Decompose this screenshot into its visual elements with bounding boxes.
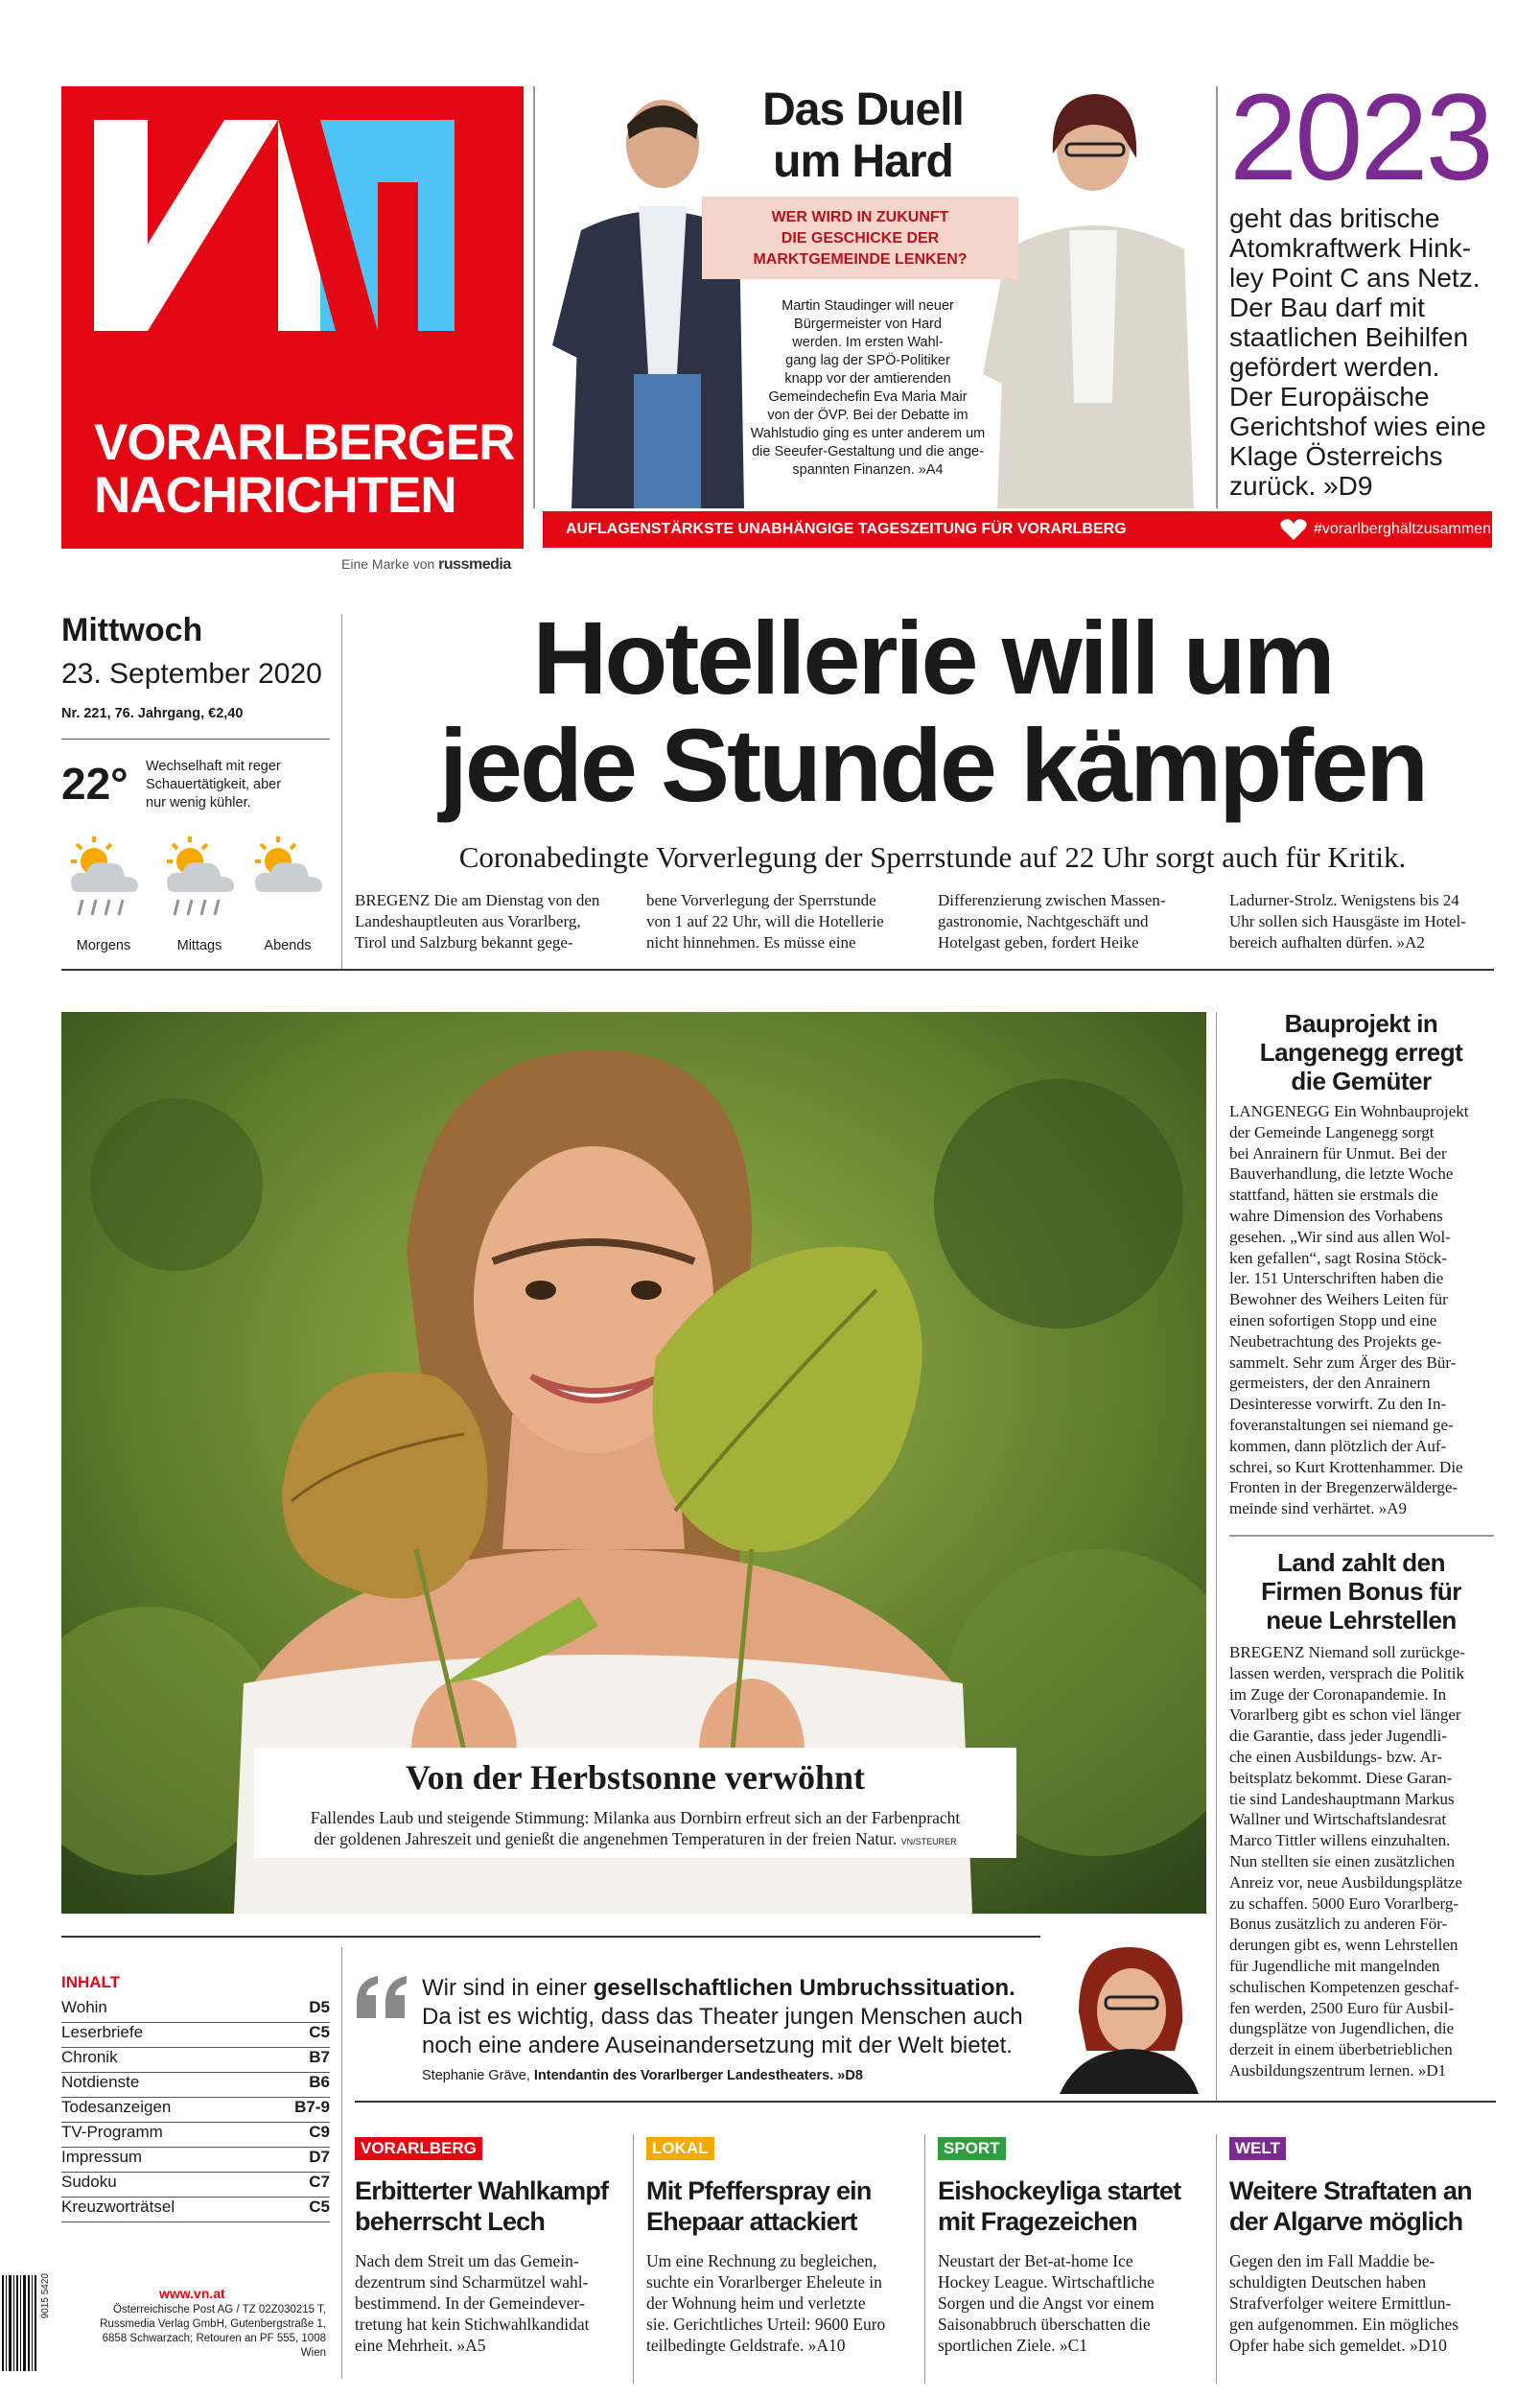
imprint-line: Österreichische Post AG / TZ 02Z030215 T, <box>112 2304 326 2316</box>
teaser-2023-text[interactable] <box>1229 203 1507 501</box>
inhalt-item-page: D5 <box>309 1998 330 2016</box>
quote-line <box>422 1974 1055 2003</box>
article-text-line: foveranstaltungen sei niemand ge- <box>1229 1415 1454 1434</box>
lead-line: Ladurner-Strolz. Wenigstens bis 24 <box>1229 891 1459 909</box>
bottom-article-text <box>1229 2250 1503 2356</box>
divider <box>533 86 535 508</box>
article-text-line: bei Anrainern für Unmut. Bei der <box>1229 1143 1447 1163</box>
article-text-line: derungen gibt es, wenn Lehrstellen <box>1229 1936 1458 1955</box>
article-text-line: zu schaffen. 5000 Euro Vorarlberg- <box>1229 1893 1459 1913</box>
lead-line: Differenzierung zwischen Massen- <box>938 891 1166 909</box>
teaser-text-line: staatlichen Beihilfen <box>1229 322 1469 352</box>
divider <box>1216 2134 1217 2384</box>
photo-caption-title: Von der Herbstsonne verwöhnt <box>405 1758 866 1797</box>
photo-caption <box>264 1807 1007 1852</box>
inhalt-item[interactable] <box>61 2173 330 2198</box>
photo-stephanie-graeve <box>1040 1936 1203 2094</box>
duel-text[interactable] <box>738 297 997 480</box>
duel-title <box>729 84 997 188</box>
inhalt-item-page: B6 <box>309 2073 330 2091</box>
section-tag-vorarlberg: VORARLBERG <box>355 2137 482 2160</box>
quote-line: noch eine andere Auseinandersetzung mit der Welt bietet. <box>422 2033 1013 2058</box>
article-text-line: Ausbildungszentrum lernen. »D1 <box>1229 2060 1447 2080</box>
issue-info: Nr. 221, 76. Jahrgang, €2,40 <box>61 706 244 721</box>
inhalt-item-page: C7 <box>309 2173 330 2191</box>
bottom-article-welt[interactable] <box>1229 2137 1503 2356</box>
bottom-article-title-line: mit Fragezeichen <box>938 2207 1137 2236</box>
divider <box>355 2101 1496 2103</box>
bottom-article-title-line: Erbitterter Wahlkampf <box>355 2176 609 2205</box>
bottom-article-text-line: Um eine Rechnung zu begleichen, <box>646 2251 877 2270</box>
bottom-article-text-line: Strafverfolger weitere Ermittlun- <box>1229 2293 1452 2313</box>
article-text-line: kommen, dann plötzlich der Auf- <box>1229 1436 1447 1455</box>
bottom-article-text-line: suchte ein Vorarlberger Eheleute in <box>646 2272 882 2292</box>
bottom-article-title-line: Ehepaar attackiert <box>646 2207 857 2236</box>
russmedia-logo: russmedia <box>438 556 511 573</box>
quote-line: Da ist es wichtig, dass das Theater jungen Menschen auch <box>422 2004 1023 2030</box>
weather-description-line: nur wenig kühler. <box>146 795 251 811</box>
lead-line: Hotelgast geben, fordert Heike <box>938 933 1139 952</box>
article-text-line: fen werden, 2500 Euro für Ausbil- <box>1229 1998 1455 2017</box>
teaser-text-line: Der Bau darf mit <box>1229 293 1425 322</box>
lead-line: bene Vorverlegung der Sperrstunde <box>646 891 876 909</box>
divider <box>1229 1535 1494 1537</box>
bottom-article-text-line: sie. Gerichtliches Urteil: 9600 Euro <box>646 2315 886 2334</box>
article-text-line: sammelt. Sehr zum Ärger des Bür- <box>1229 1352 1457 1372</box>
article-title-line: Bauprojekt in <box>1284 1009 1438 1038</box>
bottom-article-text-line: der Wohnung heim und verletzte <box>646 2293 866 2313</box>
bottom-article-text-line: eine Mehrheit. »A5 <box>355 2336 486 2355</box>
section-rule <box>61 969 1494 971</box>
bottom-article-sport[interactable] <box>938 2137 1211 2356</box>
article-title-line: Firmen Bonus für <box>1261 1577 1461 1606</box>
bottom-article-text-line: schuldigten Deutschen haben <box>1229 2272 1427 2292</box>
section-tag-welt: WELT <box>1229 2137 1286 2160</box>
teaser-text-line: Atomkraftwerk Hink- <box>1229 233 1472 263</box>
article-title-line: neue Lehrstellen <box>1266 1606 1457 1634</box>
duel-text-line: spannten Finanzen. »A4 <box>792 462 944 478</box>
photo-caption-line: Fallendes Laub und steigende Stimmung: Milanka aus Dornbirn erfreut sich an der Farbenpracht <box>310 1808 961 1827</box>
date: 23. September 2020 <box>61 658 322 690</box>
article-text-line: wahre Dimension des Vorhabens <box>1229 1206 1443 1225</box>
weekday: Mittwoch <box>61 612 203 648</box>
lead-line-text: BREGENZ Die am Dienstag von den <box>355 891 600 909</box>
lead-column <box>938 890 1206 953</box>
article-text-line: Neubetrachtung des Projekts ge- <box>1229 1331 1442 1351</box>
quote-icon <box>355 1974 410 2020</box>
teaser-text-line: Klage Österreichs <box>1229 441 1443 471</box>
article-text-line: schulischen Kompetenzen geschaf- <box>1229 1977 1459 1996</box>
temperature: 22° <box>61 759 128 809</box>
bottom-article-lokal[interactable] <box>646 2137 920 2356</box>
bottom-article-text-line: Nach dem Streit um das Gemein- <box>355 2251 579 2270</box>
article-text-line: im Zuge der Coronapandemie. In <box>1229 1684 1447 1704</box>
bottom-article-title <box>1229 2175 1503 2237</box>
imprint <box>86 2303 326 2361</box>
duel-text-line: von der ÖVP. Bei der Debatte im <box>767 408 968 423</box>
article-title-line: Land zahlt den <box>1277 1548 1445 1577</box>
inhalt-item-label: Leserbriefe <box>61 2023 144 2041</box>
sun-cloud-rain-icon <box>157 833 244 925</box>
article-text-line: Wallner und Wirtschaftslandesrat <box>1229 1810 1447 1829</box>
inhalt-item-label: Notdienste <box>61 2073 140 2091</box>
divider <box>924 2134 925 2384</box>
bottom-article-text-line: Opfer habe sich gemeldet. »D10 <box>1229 2336 1447 2355</box>
duel-title-line-2: um Hard <box>773 136 953 187</box>
brand-note <box>341 556 511 574</box>
teaser-text-line: zurück. »D9 <box>1229 471 1373 501</box>
article-text-line: LANGENEGG Ein Wohnbauprojekt <box>1229 1102 1469 1120</box>
lead-line: Tirol und Salzburg bekannt gege- <box>355 933 573 952</box>
photo-caption-line <box>264 1828 1007 1852</box>
article-text-line: Vorarlberg gibt es schon viel länger <box>1229 1705 1461 1725</box>
weather-description-line: Wechselhaft mit reger <box>146 759 281 774</box>
lead-line: Landeshauptleuten aus Vorarlberg, <box>355 912 581 930</box>
article-text-line: ken gefallen“, sagt Rosina Stöck- <box>1229 1248 1448 1267</box>
inhalt-item[interactable] <box>61 2098 330 2123</box>
sun-cloud-icon <box>245 833 332 925</box>
article-text-line: ler. 151 Unterschriften haben die <box>1229 1269 1444 1288</box>
website-link[interactable]: www.vn.at <box>159 2286 225 2301</box>
weather-description <box>146 758 328 812</box>
inhalt-item-label: Impressum <box>61 2148 143 2166</box>
lead-line: bereich aufhalten dürfen. »A2 <box>1229 933 1425 952</box>
lead-headline[interactable] <box>374 600 1491 823</box>
inhalt-item-label: TV-Programm <box>61 2123 163 2141</box>
divider <box>341 614 342 969</box>
tagline-text: AUFLAGENSTÄRKSTE UNABHÄNGIGE TAGESZEITUNG FÜR VORARLBERG <box>566 521 1127 537</box>
lead-line: nicht hinnehmen. Es müsse eine <box>646 933 856 952</box>
article-text-line: dungsplätze von Jugendlichen, die <box>1229 2019 1455 2038</box>
inhalt-item-label: Chronik <box>61 2048 118 2066</box>
article-text-line: Marco Tittler willens einzuhalten. <box>1229 1831 1451 1850</box>
photo-credit: VN/STEURER <box>900 1837 957 1846</box>
quote-source[interactable] <box>422 2068 863 2083</box>
teaser-2023-year: 2023 <box>1229 69 1491 206</box>
bottom-article-text-line: Saisonabbruch überschatten die <box>938 2315 1151 2334</box>
quote-source-role: Intendantin des Vorarlberger Landestheaters. »D8 <box>533 2068 863 2083</box>
article-text-line: meinde sind verhärtet. »A9 <box>1229 1499 1408 1518</box>
bottom-article-text-line: dezentrum sind Scharmützel wahl- <box>355 2272 589 2292</box>
bottom-article-text <box>938 2250 1211 2356</box>
weather-period-label: Mittags <box>176 938 222 953</box>
lead-line: von 1 auf 22 Uhr, will die Hotellerie <box>646 912 884 930</box>
article-text-line: derzeit in einem überbetrieblichen <box>1229 2040 1453 2059</box>
teaser-text-line: gefördert werden. <box>1229 352 1440 382</box>
inhalt-item[interactable] <box>61 2123 330 2148</box>
imprint-line: 6858 Schwarzach; Retouren an PF 555, 1008 Wien <box>102 2333 326 2359</box>
divider <box>1216 1012 1217 2101</box>
article-text-line: tie sind Landeshauptmann Markus <box>1229 1789 1455 1808</box>
quote-source-name: Stephanie Gräve, <box>422 2068 534 2083</box>
brand-note-prefix: Eine Marke von <box>341 556 435 572</box>
bottom-article-text-line: sportlichen Ziele. »C1 <box>938 2336 1088 2355</box>
duel-text-line: werden. Im ersten Wahl- <box>792 335 944 350</box>
article-text-line: BREGENZ Niemand soll zurückge- <box>1229 1643 1465 1661</box>
inhalt-item-page: C5 <box>309 2198 330 2216</box>
inhalt-item-page: C9 <box>309 2123 330 2141</box>
bottom-article-title-line: der Algarve möglich <box>1229 2207 1463 2236</box>
bottom-article-vorarlberg[interactable] <box>355 2137 628 2356</box>
weather-description-line: Schauertätigkeit, aber <box>146 777 282 792</box>
lead-line: Uhr sollen sich Hausgäste im Hotel- <box>1229 912 1466 930</box>
heart-icon <box>1280 518 1307 541</box>
teaser-text-line: Gerichtshof wies eine <box>1229 411 1486 441</box>
photo-caption-text: der goldenen Jahreszeit und genießt die angenehmen Temperaturen in der freien Natur. <box>314 1829 898 1848</box>
inhalt-item-page: C5 <box>309 2023 330 2041</box>
bottom-article-text-line: bestimmend. In der Gemeindever- <box>355 2293 585 2313</box>
inhalt-item-page: B7 <box>309 2048 330 2066</box>
article-text-line: Fronten in der Bregenzerwälderge- <box>1229 1478 1458 1497</box>
bottom-article-text <box>646 2250 920 2356</box>
teaser-text-line: Der Europäische <box>1229 382 1430 411</box>
inhalt-item-label: Todesanzeigen <box>61 2098 172 2116</box>
inhalt-item[interactable] <box>61 1998 330 2023</box>
article-text-line: Nun stellten sie einen zusätzlichen <box>1229 1851 1456 1870</box>
bottom-article-text-line: Hockey League. Wirtschaftliche <box>938 2272 1155 2292</box>
lead-column[interactable] <box>1229 890 1494 953</box>
article-text-line: beitsplatz bekommt. Diese Garan- <box>1229 1768 1453 1787</box>
article-text-line: Bonus zusätzlich zu anderen För- <box>1229 1915 1448 1934</box>
teaser-text-line: geht das britische <box>1229 203 1440 233</box>
article-text-line: Desinteresse vorwirft. Zu den In- <box>1229 1395 1447 1414</box>
divider <box>1216 86 1218 508</box>
inhalt-item-page: D7 <box>309 2148 330 2166</box>
article-text-line: der Gemeinde Langenegg sorgt <box>1229 1122 1435 1141</box>
inhalt-item[interactable] <box>61 2048 330 2073</box>
bottom-article-text-line: tretung hat kein Stichwahlkandidat <box>355 2315 590 2334</box>
article-langenegg-title[interactable] <box>1229 1009 1493 1095</box>
logo-line-2: NACHRICHTEN <box>94 467 456 524</box>
duel-question-line: MARKTGEMEINDE LENKEN? <box>753 251 968 268</box>
article-text-line: Bauverhandlung, die letzte Woche <box>1229 1164 1454 1184</box>
inhalt-item[interactable] <box>61 2198 330 2222</box>
vn-logo <box>61 86 524 549</box>
lead-column <box>646 890 915 953</box>
bottom-article-text-line: gen aufgenommen. Ein mögliches <box>1229 2315 1459 2334</box>
article-title-line: Langenegg erregt <box>1259 1038 1463 1067</box>
bottom-article-title-line: beherrscht Lech <box>355 2207 546 2236</box>
divider <box>61 1936 1202 1938</box>
bottom-article-title <box>938 2175 1211 2237</box>
section-tag-lokal: LOKAL <box>646 2137 714 2160</box>
lead-line: gastronomie, Nachtgeschäft und <box>938 912 1149 930</box>
bottom-article-title-line: Weitere Straftaten an <box>1229 2176 1472 2205</box>
lead-headline-line-2: jede Stunde kämpfen <box>438 707 1427 823</box>
inhalt-item[interactable] <box>61 2023 330 2048</box>
duel-question-line: WER WIRD IN ZUKUNFT <box>771 209 949 225</box>
article-text-line: die Garantie, dass jeder Jugendli- <box>1229 1727 1448 1746</box>
divider <box>633 2134 634 2384</box>
divider <box>61 739 330 740</box>
article-text-line: Anreiz vor, neue Ausbildungsplätze <box>1229 1872 1462 1892</box>
article-text-line: einen sofortigen Stopp und eine <box>1229 1310 1437 1329</box>
lead-column <box>355 890 623 953</box>
inhalt-item-label: Wohin <box>61 1998 107 2016</box>
article-text-line: lassen werden, versprach die Politik <box>1229 1663 1465 1682</box>
inhalt-heading: INHALT <box>61 1973 121 1991</box>
inhalt-item[interactable] <box>61 2148 330 2173</box>
article-langenegg-text <box>1229 1101 1493 1519</box>
photo-martin-staudinger <box>543 86 744 508</box>
logo-line-1: VORARLBERGER <box>94 414 515 471</box>
weather-period-label: Morgens <box>76 938 131 953</box>
quote-text-bold: gesellschaftlichen Umbruchssituation. <box>593 1975 1015 2001</box>
photo-eva-maria-mair <box>978 86 1208 508</box>
quote-text <box>422 1974 1055 2060</box>
duel-text-line: gang lag der SPÖ-Politiker <box>785 353 950 368</box>
inhalt-item-page: B7-9 <box>294 2098 330 2116</box>
bottom-article-text-line: teilbedingte Geldstrafe. »A10 <box>646 2336 846 2355</box>
bottom-article-text-line: Sorgen und die Angst vor einem <box>938 2293 1155 2313</box>
article-text-line: stattfand, hätten sie erstmals die <box>1229 1186 1438 1205</box>
weather-period-label: Abends <box>264 938 312 953</box>
duel-text-line: Bürgermeister von Hard <box>794 317 942 332</box>
teaser-text-line: ley Point C ans Netz. <box>1229 263 1481 293</box>
bottom-article-text-line: Neustart der Bet-at-home Ice <box>938 2251 1133 2270</box>
article-text-line: Bewohner des Weihers Leiten für <box>1229 1290 1448 1309</box>
duel-text-line: die Seeufer-Gestaltung und die ange- <box>752 444 984 459</box>
section-tag-sport: SPORT <box>938 2137 1006 2160</box>
article-title-line: die Gemüter <box>1291 1067 1432 1095</box>
bottom-article-title <box>355 2175 628 2237</box>
duel-text-line: Wahlstudio ging es unter anderem um <box>750 426 986 441</box>
duel-title-line-1: Das Duell <box>762 84 964 135</box>
duel-question-line: DIE GESCHICKE DER <box>781 230 940 247</box>
article-lehrstellen-title[interactable] <box>1229 1548 1493 1634</box>
inhalt-item-label: Kreuzworträtsel <box>61 2198 175 2216</box>
duel-text-line: Martin Staudinger will neuer <box>782 298 954 314</box>
duel-question <box>702 207 1018 270</box>
inhalt-item-label: Sudoku <box>61 2173 117 2191</box>
bottom-article-title-line: Mit Pfefferspray ein <box>646 2176 872 2205</box>
article-text-line: für Jugendliche mit mangelnden <box>1229 1956 1440 1975</box>
article-text-line: schrei, so Kurt Krottenhammer. Die <box>1229 1457 1463 1476</box>
lead-line <box>355 890 623 911</box>
divider <box>341 1947 342 2379</box>
inhalt-item[interactable] <box>61 2073 330 2098</box>
bottom-article-text-line: Gegen den im Fall Maddie be- <box>1229 2251 1435 2270</box>
lead-headline-line-1: Hotellerie will um <box>532 600 1333 716</box>
hashtag[interactable]: #vorarlberghältzusammen <box>1314 521 1491 537</box>
lead-subline: Coronabedingte Vorverlegung der Sperrstunde auf 22 Uhr sorgt auch für Kritik. <box>458 840 1407 874</box>
bottom-article-title-line: Eishockeyliga startet <box>938 2176 1181 2205</box>
article-text-line: che einen Ausbildungs- bzw. Ar- <box>1229 1747 1442 1766</box>
sun-cloud-rain-icon <box>61 833 148 925</box>
duel-text-line: Gemeindechefin Eva Maria Mair <box>768 389 968 405</box>
article-text-line: germeisters, der den Anrainern <box>1229 1374 1431 1393</box>
barcode-number: 9015 5420 <box>40 2273 51 2319</box>
imprint-line: Russmedia Verlag GmbH, Gutenbergstraße 1, <box>100 2318 326 2330</box>
article-text-line: gesehen. „Wir sind aus allen Wol- <box>1229 1227 1451 1246</box>
quote-text-plain: Wir sind in einer <box>422 1975 594 2001</box>
article-lehrstellen-text <box>1229 1642 1493 2081</box>
bottom-article-text <box>355 2250 628 2356</box>
duel-text-line: knapp vor der amtierenden <box>784 371 951 387</box>
bottom-article-title <box>646 2175 920 2237</box>
